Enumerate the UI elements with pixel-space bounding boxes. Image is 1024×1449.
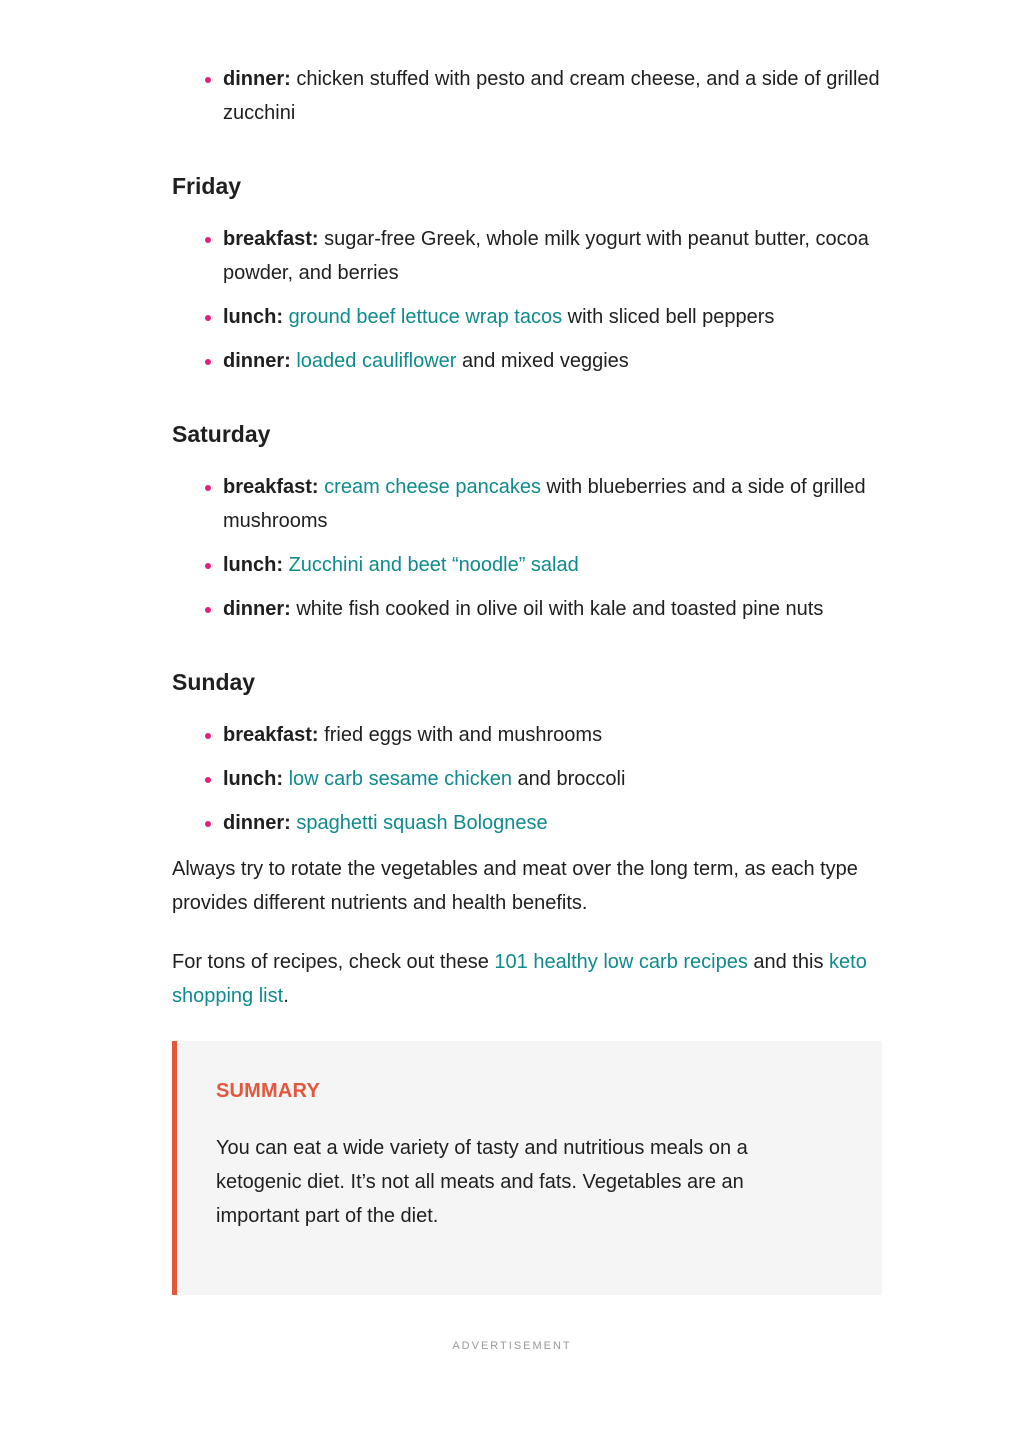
rotation-paragraph: Always try to rotate the vegetables and meat over the long term, as each type provides different nutrients and health benefits. — [172, 858, 858, 914]
meal-item — [223, 62, 882, 130]
meal-description: sugar-free Greek, whole milk yogurt with peanut butter, cocoa powder, and berries — [223, 228, 869, 284]
meal-label: breakfast: — [223, 476, 319, 498]
meal-label: breakfast: — [223, 724, 319, 746]
meal-item — [223, 470, 882, 538]
recipes-text-after: . — [283, 985, 289, 1007]
recipes-text-before: For tons of recipes, check out these — [172, 951, 495, 973]
meal-list — [223, 62, 882, 130]
meal-label: dinner: — [223, 350, 291, 372]
meal-description: with sliced bell peppers — [562, 306, 775, 328]
article-body — [172, 62, 882, 1295]
summary-text: You can eat a wide variety of tasty and nutritious meals on a ketogenic diet. It’s not all meats and fats. Vegetables are an important part of the diet. — [216, 1137, 748, 1227]
bullet-icon — [205, 315, 211, 321]
bullet-icon — [205, 77, 211, 83]
recipe-link[interactable]: loaded cauliflower — [296, 350, 457, 372]
meal-item — [223, 300, 882, 334]
meal-label: lunch: — [223, 768, 283, 790]
meal-label: dinner: — [223, 812, 291, 834]
keto-shopping-list-link[interactable]: keto shopping list — [172, 951, 867, 1007]
meal-label: dinner: — [223, 68, 291, 90]
meal-description: with blueberries and a side of grilled mushrooms — [223, 476, 866, 532]
bullet-icon — [205, 777, 211, 783]
advertisement-label: ADVERTISEMENT — [452, 1340, 572, 1352]
meal-description: fried eggs with and mushrooms — [324, 724, 603, 746]
recipe-link[interactable]: Zucchini and beet “noodle” salad — [288, 554, 579, 576]
recipes-paragraph — [172, 945, 882, 1013]
meal-label: dinner: — [223, 598, 291, 620]
meal-item — [223, 592, 882, 626]
meal-item — [223, 806, 882, 840]
meal-item — [223, 548, 882, 582]
bullet-icon — [205, 485, 211, 491]
meal-plan — [172, 62, 882, 840]
meal-description: and mixed veggies — [456, 350, 629, 372]
recipes-text-middle: and this — [747, 951, 830, 973]
day-heading: Friday — [172, 173, 242, 199]
low-carb-recipes-link[interactable]: 101 healthy low carb recipes — [494, 951, 748, 973]
bullet-icon — [205, 359, 211, 365]
bullet-icon — [205, 607, 211, 613]
recipe-link[interactable]: ground beef lettuce wrap tacos — [288, 306, 563, 328]
meal-description: chicken stuffed with pesto and cream cheese, and a side of grilled zucchini — [223, 68, 880, 124]
day-heading: Saturday — [172, 421, 271, 447]
day-heading: Sunday — [172, 669, 256, 695]
meal-description: and broccoli — [512, 768, 626, 790]
meal-label: breakfast: — [223, 228, 319, 250]
recipe-link[interactable]: spaghetti squash Bolognese — [296, 812, 548, 834]
summary-title: SUMMARY — [216, 1080, 320, 1102]
bullet-icon — [205, 733, 211, 739]
meal-list — [223, 470, 882, 626]
meal-label: lunch: — [223, 554, 283, 576]
meal-item — [223, 718, 882, 752]
meal-list — [223, 718, 882, 840]
bullet-icon — [205, 563, 211, 569]
recipe-link[interactable]: low carb sesame chicken — [288, 768, 512, 790]
summary-box — [172, 1041, 882, 1295]
meal-item — [223, 222, 882, 290]
meal-item — [223, 344, 882, 378]
bullet-icon — [205, 821, 211, 827]
meal-description: white fish cooked in olive oil with kale and toasted pine nuts — [296, 598, 824, 620]
meal-list — [223, 222, 882, 378]
recipe-link[interactable]: cream cheese pancakes — [324, 476, 541, 498]
bullet-icon — [205, 237, 211, 243]
meal-item — [223, 762, 882, 796]
meal-label: lunch: — [223, 306, 283, 328]
